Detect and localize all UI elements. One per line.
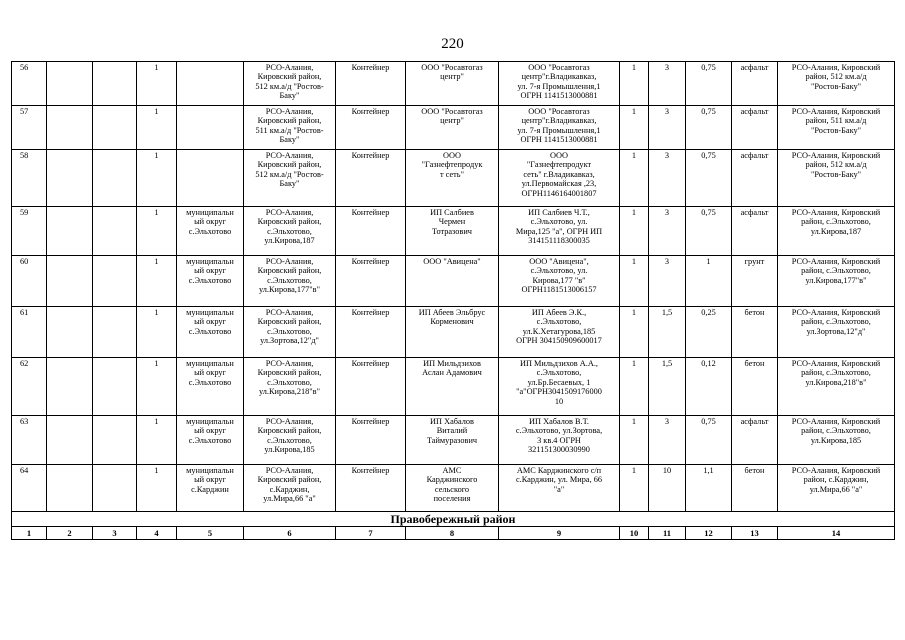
column-number-cell: 7 [336, 527, 406, 540]
col10-cell: 1 [620, 465, 649, 512]
column-number-cell: 8 [406, 527, 499, 540]
container-type-cell: Контейнер [336, 106, 406, 150]
container-count-cell: 1 [137, 416, 177, 465]
municipality-cell [177, 106, 244, 150]
column-number-cell: 10 [620, 527, 649, 540]
container-count-cell: 1 [137, 465, 177, 512]
municipality-cell: муниципальн ый округ с.Эльхотово [177, 416, 244, 465]
col10-cell: 1 [620, 416, 649, 465]
location-address-cell: РСО-Алания, Кировский район, 512 км.а/д "Ростов- Баку" [244, 62, 336, 106]
column-number-cell: 13 [732, 527, 778, 540]
volume-cell: 0,75 [686, 62, 732, 106]
served-address-cell: РСО-Алания, Кировский район, с.Эльхотово, ул.Кирова,218"в" [778, 358, 895, 416]
col3-cell [93, 256, 137, 307]
col10-cell: 1 [620, 207, 649, 256]
surface-cell: асфальт [732, 416, 778, 465]
table-row [12, 62, 895, 106]
volume-cell: 1 [686, 256, 732, 307]
container-type-cell: Контейнер [336, 62, 406, 106]
container-type-cell: Контейнер [336, 307, 406, 358]
container-type-cell: Контейнер [336, 150, 406, 207]
location-address-cell: РСО-Алания, Кировский район, с.Эльхотово, ул.Кирова,185 [244, 416, 336, 465]
col2-cell [47, 416, 93, 465]
surface-cell: грунт [732, 256, 778, 307]
col10-cell: 1 [620, 106, 649, 150]
row-number-cell: 62 [12, 358, 47, 416]
area-cell: 3 [649, 62, 686, 106]
owner-name-cell: ИП Абеев Эльбрус Корменович [406, 307, 499, 358]
column-number-cell: 9 [499, 527, 620, 540]
area-cell: 1,5 [649, 307, 686, 358]
container-type-cell: Контейнер [336, 465, 406, 512]
table-row [12, 358, 895, 416]
col3-cell [93, 465, 137, 512]
col10-cell: 1 [620, 307, 649, 358]
surface-cell: бетон [732, 358, 778, 416]
owner-details-cell: ООО "Росавтогаз центр"г.Владикавказ, ул. 7-я Промышлення,1 ОГРН 1141513000881 [499, 62, 620, 106]
column-number-cell: 5 [177, 527, 244, 540]
container-count-cell: 1 [137, 207, 177, 256]
column-number-row [12, 527, 895, 540]
served-address-cell: РСО-Алания, Кировский район, 511 км.а/д "Ростов-Баку" [778, 106, 895, 150]
location-address-cell: РСО-Алания, Кировский район, с.Эльхотово, ул.Кирова,218"в" [244, 358, 336, 416]
section-header-row [12, 512, 895, 527]
volume-cell: 0,75 [686, 106, 732, 150]
row-number-cell: 63 [12, 416, 47, 465]
owner-name-cell: ООО "Авицена" [406, 256, 499, 307]
owner-name-cell: ООО "Росавтогаз центр" [406, 62, 499, 106]
col10-cell: 1 [620, 62, 649, 106]
area-cell: 3 [649, 256, 686, 307]
table-row [12, 416, 895, 465]
table-row [12, 256, 895, 307]
owner-name-cell: АМС Карджинского сельского поселения [406, 465, 499, 512]
volume-cell: 0,75 [686, 150, 732, 207]
owner-details-cell: ООО "Авицена", с.Эльхотово, ул. Кирова,177 "в" ОГРН1181513006157 [499, 256, 620, 307]
volume-cell: 0,25 [686, 307, 732, 358]
served-address-cell: РСО-Алания, Кировский район, с.Карджин, ул.Мира,66 "а" [778, 465, 895, 512]
table-body [12, 62, 895, 540]
col2-cell [47, 465, 93, 512]
table-row [12, 465, 895, 512]
volume-cell: 0,75 [686, 416, 732, 465]
col2-cell [47, 150, 93, 207]
served-address-cell: РСО-Алания, Кировский район, с.Эльхотово, ул.Кирова,185 [778, 416, 895, 465]
col2-cell [47, 358, 93, 416]
municipality-cell: муниципальн ый округ с.Эльхотово [177, 207, 244, 256]
col3-cell [93, 358, 137, 416]
volume-cell: 1,1 [686, 465, 732, 512]
container-type-cell: Контейнер [336, 358, 406, 416]
served-address-cell: РСО-Алания, Кировский район, 512 км.а/д "Ростов-Баку" [778, 62, 895, 106]
location-address-cell: РСО-Алания, Кировский район, 512 км.а/д "Ростов- Баку" [244, 150, 336, 207]
col2-cell [47, 207, 93, 256]
page-number: 220 [441, 36, 464, 52]
col3-cell [93, 416, 137, 465]
table-row [12, 106, 895, 150]
location-address-cell: РСО-Алания, Кировский район, с.Карджин, ул.Мира,66 "а" [244, 465, 336, 512]
col2-cell [47, 106, 93, 150]
owner-details-cell: АМС Карджинского с/п с.Карджин, ул. Мира, 66 "а" [499, 465, 620, 512]
container-count-cell: 1 [137, 358, 177, 416]
municipality-cell: муниципальн ый округ с.Эльхотово [177, 256, 244, 307]
column-number-cell: 2 [47, 527, 93, 540]
location-address-cell: РСО-Алания, Кировский район, с.Эльхотово, ул.Зортова,12"д" [244, 307, 336, 358]
surface-cell: асфальт [732, 150, 778, 207]
row-number-cell: 58 [12, 150, 47, 207]
container-type-cell: Контейнер [336, 256, 406, 307]
area-cell: 3 [649, 150, 686, 207]
container-count-cell: 1 [137, 62, 177, 106]
col10-cell: 1 [620, 256, 649, 307]
container-count-cell: 1 [137, 256, 177, 307]
column-number-cell: 14 [778, 527, 895, 540]
container-count-cell: 1 [137, 106, 177, 150]
owner-details-cell: ИП Абеев Э.К., с.Эльхотово, ул.К.Хетагурова,185 ОГРН 304150909600017 [499, 307, 620, 358]
row-number-cell: 57 [12, 106, 47, 150]
container-count-cell: 1 [137, 150, 177, 207]
owner-name-cell: ИП Хабалов Виталий Таймуразович [406, 416, 499, 465]
location-address-cell: РСО-Алания, Кировский район, 511 км.а/д "Ростов- Баку" [244, 106, 336, 150]
area-cell: 3 [649, 106, 686, 150]
surface-cell: асфальт [732, 62, 778, 106]
area-cell: 3 [649, 416, 686, 465]
owner-name-cell: ООО "Росавтогаз центр" [406, 106, 499, 150]
owner-name-cell: ООО "Газнефтепродук т сеть" [406, 150, 499, 207]
surface-cell: асфальт [732, 207, 778, 256]
row-number-cell: 60 [12, 256, 47, 307]
section-title: Правобережный район [12, 512, 895, 527]
row-number-cell: 59 [12, 207, 47, 256]
owner-name-cell: ИП Салбиев Чермен Тотразович [406, 207, 499, 256]
col2-cell [47, 256, 93, 307]
table-row [12, 307, 895, 358]
surface-cell: бетон [732, 307, 778, 358]
area-cell: 10 [649, 465, 686, 512]
surface-cell: бетон [732, 465, 778, 512]
container-type-cell: Контейнер [336, 207, 406, 256]
container-type-cell: Контейнер [336, 416, 406, 465]
col2-cell [47, 62, 93, 106]
owner-details-cell: ИП Хабалов В.Т. с.Эльхотово, ул.Зортова, 3 кв.4 ОГРН 321151300030990 [499, 416, 620, 465]
container-count-cell: 1 [137, 307, 177, 358]
waste-sites-table [11, 61, 895, 540]
owner-details-cell: ИП Мильдзихов А.А., с.Эльхотово, ул.Бр.Бесаевых, 1 "а"ОГРН3041509176000 10 [499, 358, 620, 416]
row-number-cell: 61 [12, 307, 47, 358]
table-row [12, 150, 895, 207]
table-row [12, 207, 895, 256]
column-number-cell: 1 [12, 527, 47, 540]
surface-cell: асфальт [732, 106, 778, 150]
col3-cell [93, 62, 137, 106]
municipality-cell: муниципальн ый округ с.Эльхотово [177, 358, 244, 416]
served-address-cell: РСО-Алания, Кировский район, с.Эльхотово, ул.Кирова,177"в" [778, 256, 895, 307]
row-number-cell: 64 [12, 465, 47, 512]
column-number-cell: 11 [649, 527, 686, 540]
col3-cell [93, 207, 137, 256]
column-number-cell: 12 [686, 527, 732, 540]
municipality-cell [177, 150, 244, 207]
area-cell: 1,5 [649, 358, 686, 416]
col10-cell: 1 [620, 150, 649, 207]
column-number-cell: 3 [93, 527, 137, 540]
area-cell: 3 [649, 207, 686, 256]
municipality-cell [177, 62, 244, 106]
row-number-cell: 56 [12, 62, 47, 106]
column-number-cell: 6 [244, 527, 336, 540]
col3-cell [93, 150, 137, 207]
served-address-cell: РСО-Алания, Кировский район, с.Эльхотово, ул.Зортова,12"д" [778, 307, 895, 358]
column-number-cell: 4 [137, 527, 177, 540]
served-address-cell: РСО-Алания, Кировский район, 512 км.а/д "Ростов-Баку" [778, 150, 895, 207]
owner-name-cell: ИП Мильдзихов Аслан Адамович [406, 358, 499, 416]
municipality-cell: муниципальн ый округ с.Эльхотово [177, 307, 244, 358]
owner-details-cell: ИП Салбиев Ч.Т., с.Эльхотово, ул. Мира,125 "а", ОГРН ИП 314151118300035 [499, 207, 620, 256]
volume-cell: 0,75 [686, 207, 732, 256]
location-address-cell: РСО-Алания, Кировский район, с.Эльхотово, ул.Кирова,187 [244, 207, 336, 256]
col3-cell [93, 106, 137, 150]
volume-cell: 0,12 [686, 358, 732, 416]
served-address-cell: РСО-Алания, Кировский район, с.Эльхотово, ул.Кирова,187 [778, 207, 895, 256]
col2-cell [47, 307, 93, 358]
col3-cell [93, 307, 137, 358]
location-address-cell: РСО-Алания, Кировский район, с.Эльхотово, ул.Кирова,177"в" [244, 256, 336, 307]
owner-details-cell: ООО "Росавтогаз центр"г.Владикавказ, ул. 7-я Промышлення,1 ОГРН 1141513000881 [499, 106, 620, 150]
col10-cell: 1 [620, 358, 649, 416]
municipality-cell: муниципальн ый округ с.Карджин [177, 465, 244, 512]
owner-details-cell: ООО "Газнефтепродукт сеть" г.Владикавказ, ул.Первомайская ,23, ОГРН1146164001807 [499, 150, 620, 207]
